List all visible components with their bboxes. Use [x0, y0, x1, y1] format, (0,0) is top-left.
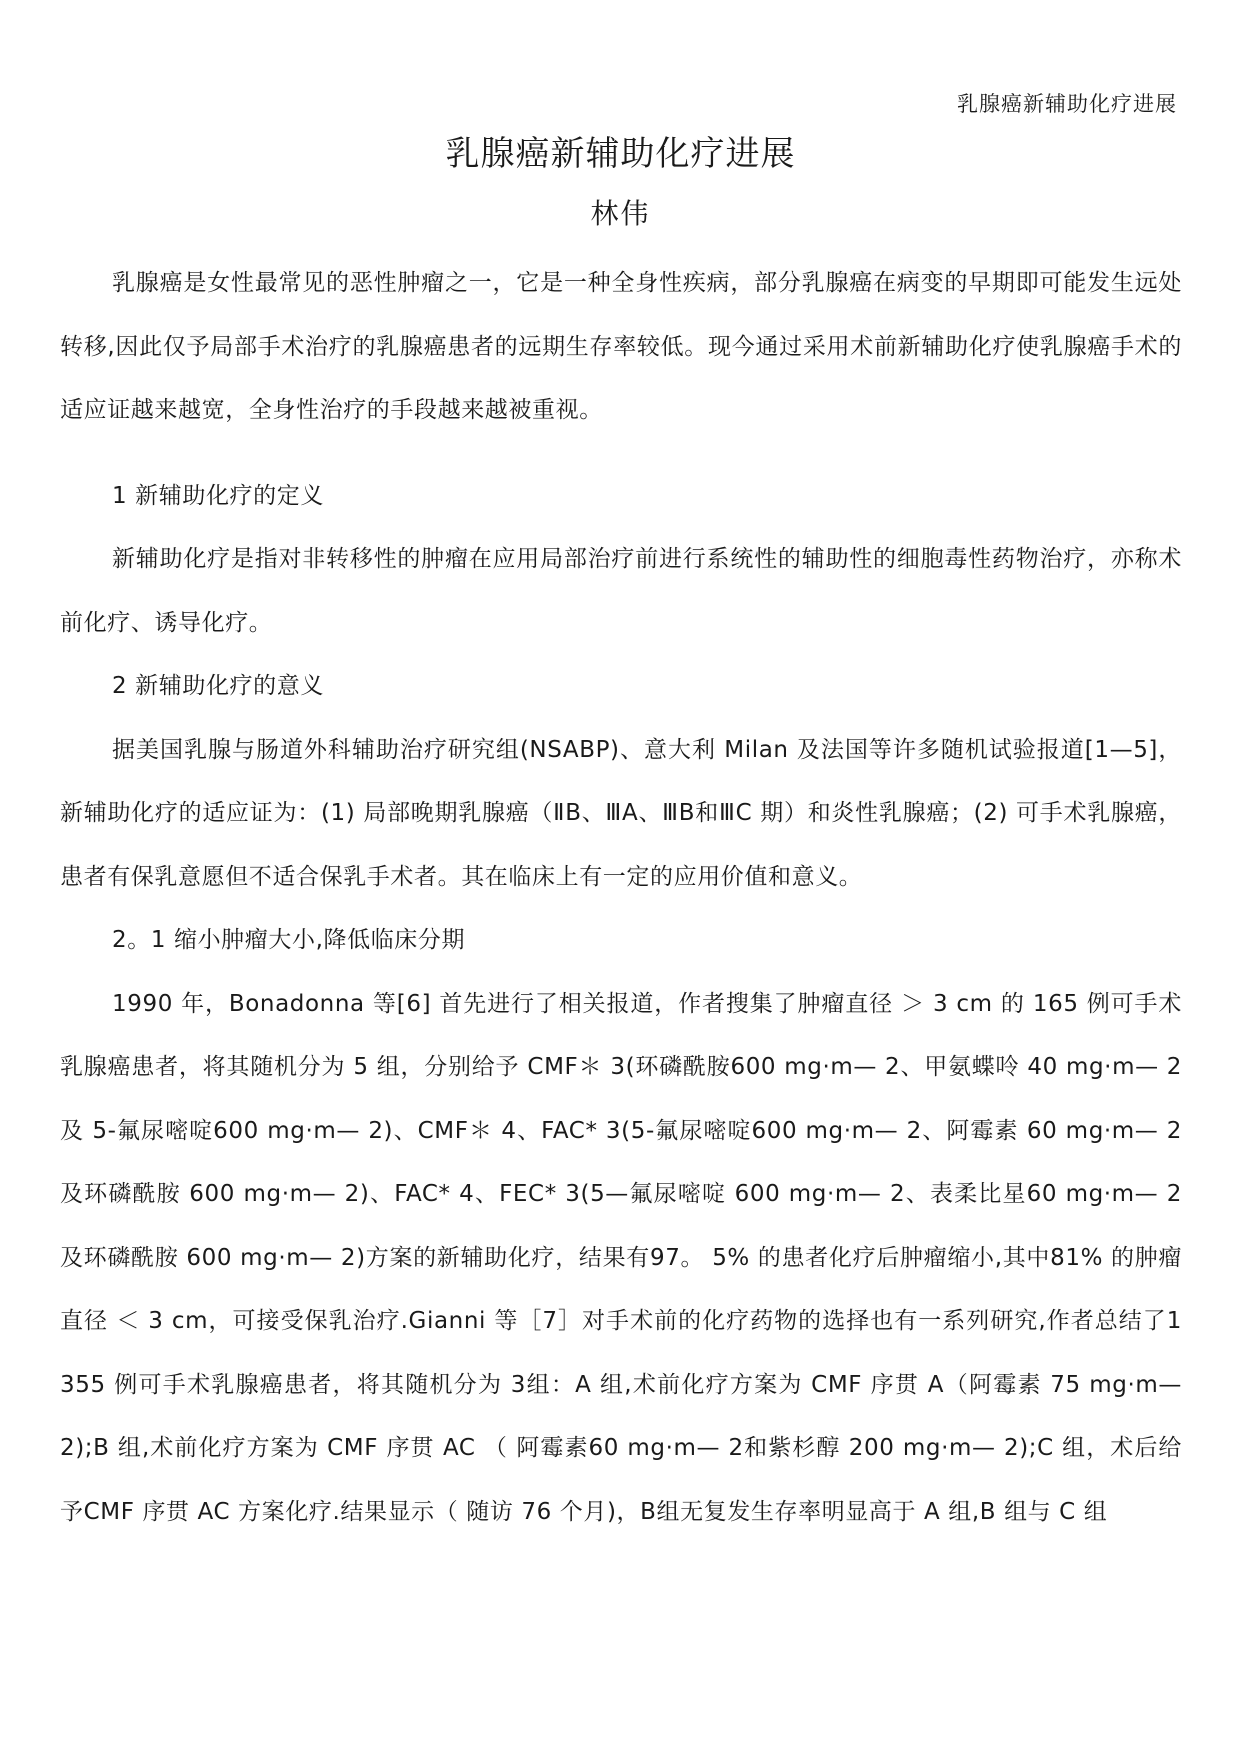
document-author: 林伟 — [590, 197, 651, 230]
section-heading-1: 1 新辅助化疗的定义 — [112, 482, 324, 509]
studies-paragraph: 1990 年，Bonadonna 等[6] 首先进行了相关报道，作者搜集了肿瘤直径 ＞ 3 cm 的 165 例可手术乳腺癌患者，将其随机分为 5 组，分别给予 CMF＊ 3(环磷酰胺600 mg·m— 2、甲氨蝶呤 40 mg·m— 2及 5-氟尿嘧啶600 mg·m— 2)、CMF＊ 4、FAC* 3(5-氟尿嘧啶600 mg·m— 2、阿霉素 60 mg·m— 2及环磷酰胺 600 mg·m— 2)、FAC* 4、FEC* 3(5—氟尿嘧啶 600 mg·m— 2、表柔比星60 mg·m— 2及环磷酰胺 600 mg·m— 2)方案的新辅助化疗，结果有97。 5% 的患者化疗后肿瘤缩小,其中81% 的肿瘤直径 ＜ 3 cm，可接受保乳治疗.Gianni 等［7］对手术前的化疗药物的选择也有一系列研究,作者总结了1 355 例可手术乳腺癌患者，将其随机分为 3组：A 组,术前化疗方案为 CMF 序贯 A（阿霉素 75 mg·m— 2);B 组,术前化疗方案为 CMF 序贯 AC （ 阿霉素60 mg·m— 2和紫杉醇 200 mg·m— 2);C 组，术后给予CMF 序贯 AC 方案化疗.结果显示（ 随访 76 个月)，B组无复发生存率明显高于 A 组,B 组与 C 组 — [60, 990, 1182, 1525]
running-header: 乳腺癌新辅助化疗进展 — [957, 92, 1177, 116]
definition-paragraph: 新辅助化疗是指对非转移性的肿瘤在应用局部治疗前进行系统性的辅助性的细胞毒性药物治疗，亦称术前化疗、诱导化疗。 — [60, 546, 1182, 636]
document-title: 乳腺癌新辅助化疗进展 — [445, 134, 796, 174]
subsection-heading-2-1: 2。1 缩小肿瘤大小,降低临床分期 — [112, 927, 466, 953]
intro-paragraph: 乳腺癌是女性最常见的恶性肿瘤之一，它是一种全身性疾病，部分乳腺癌在病变的早期即可能发生远处转移,因此仅予局部手术治疗的乳腺癌患者的远期生存率较低。现今通过采用术前新辅助化疗使乳腺癌手术的适应证越来越宽，全身性治疗的手段越来越被重视。 — [60, 270, 1182, 423]
significance-paragraph: 据美国乳腺与肠道外科辅助治疗研究组(NSABP)、意大利 Milan 及法国等许多随机试验报道[1—5]，新辅助化疗的适应证为：(1) 局部晚期乳腺癌（ⅡB、ⅢA、ⅢB和ⅢC 期）和炎性乳腺癌；(2) 可手术乳腺癌，患者有保乳意愿但不适合保乳手术者。其在临床上有一定的应用价值和意义。 — [60, 736, 1182, 890]
section-heading-2: 2 新辅助化疗的意义 — [112, 673, 324, 699]
document-body — [60, 252, 1182, 1544]
